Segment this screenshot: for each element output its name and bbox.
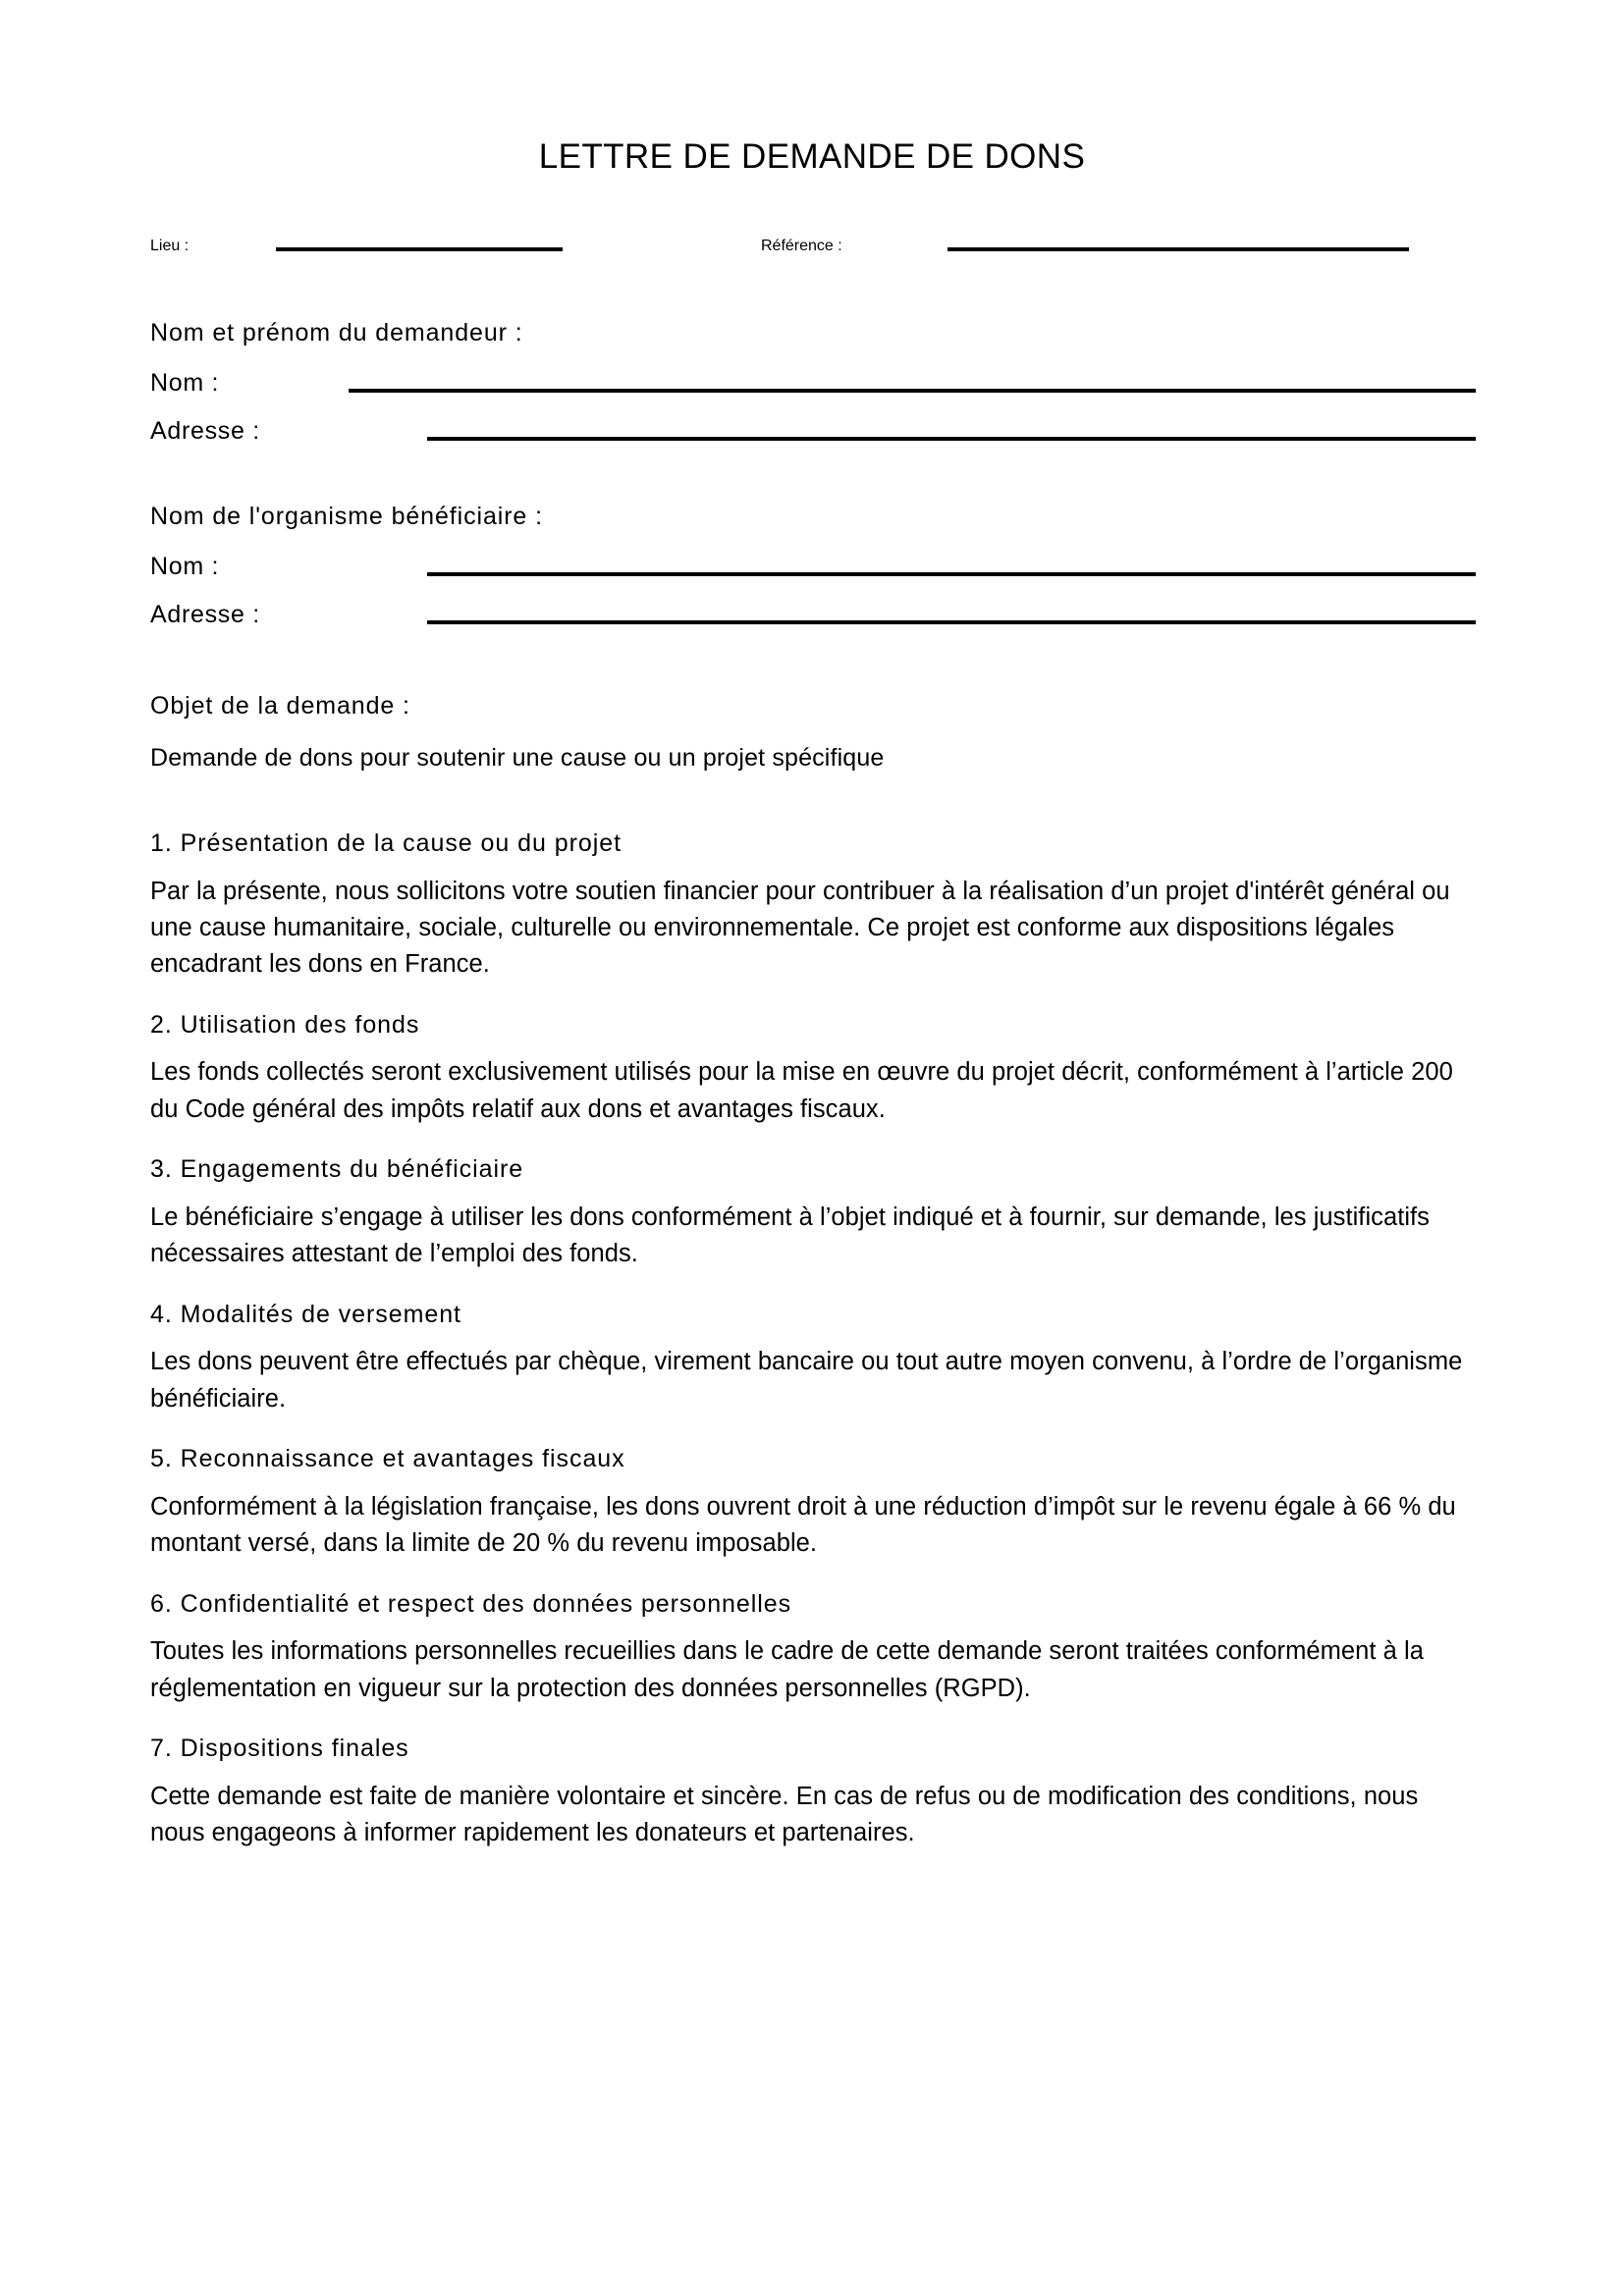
section-5: [150, 1443, 1478, 1562]
section-body: Par la présente, nous sollicitons votre soutien financier pour contribuer à la réalisation d’un projet d'intérêt général ou une cause humanitaire, sociale, culturelle ou environnementale. Ce projet est conforme aux dispositions légales encadrant les dons en France.: [150, 877, 1450, 979]
section-heading: 6. Confidentialité et respect des données personnelles: [150, 1589, 792, 1618]
section-body: Toutes les informations personnelles recueillies dans le cadre de cette demande seront traitées conformément à la réglementation en vigueur sur la protection des données personnelles (RGPD).: [150, 1637, 1424, 1702]
applicant-name-input[interactable]: [349, 388, 1476, 393]
applicant-block: [150, 319, 1476, 446]
reference-label: Référence :: [761, 238, 842, 254]
applicant-block-heading: Nom et prénom du demandeur :: [150, 319, 523, 347]
header-fields-row: [150, 238, 1476, 255]
beneficiary-block: [150, 503, 1476, 629]
object-heading: Objet de la demande :: [150, 692, 410, 720]
section-1: [150, 828, 1478, 984]
page-title: LETTRE DE DEMANDE DE DONS: [538, 137, 1086, 177]
object-block: [150, 692, 1476, 775]
section-body: Conformément à la législation française, les dons ouvrent droit à une réduction d’impôt sur le revenu égale à 66 % du montant versé, dans la limite de 20 % du revenu imposable.: [150, 1492, 1456, 1558]
beneficiary-address-row: [150, 601, 1476, 629]
lieu-label: Lieu :: [150, 238, 189, 254]
applicant-name-label: Nom :: [150, 369, 220, 397]
beneficiary-block-heading: Nom de l'organisme bénéficiaire :: [150, 503, 543, 530]
section-heading: 2. Utilisation des fonds: [150, 1010, 420, 1039]
section-heading: 3. Engagements du bénéficiaire: [150, 1155, 524, 1184]
section-2: [150, 1009, 1478, 1128]
section-body: Cette demande est faite de manière volontaire et sincère. En cas de refus ou de modification des conditions, nous nous engageons à informer rapidement les donateurs et partenaires.: [150, 1782, 1419, 1847]
reference-field-group: [761, 238, 1409, 255]
beneficiary-name-row: [150, 553, 1476, 581]
section-body: Le bénéficiaire s’engage à utiliser les dons conformément à l’objet indiqué et à fournir, sur demande, les justificatifs nécessaires attestant de l’emploi des fonds.: [150, 1202, 1430, 1268]
section-heading: 5. Reconnaissance et avantages fiscaux: [150, 1445, 625, 1473]
beneficiary-name-input[interactable]: [427, 571, 1476, 576]
applicant-name-row: [150, 369, 1476, 398]
section-heading: 7. Dispositions finales: [150, 1735, 409, 1763]
object-text: Demande de dons pour soutenir une cause ou un projet spécifique: [150, 744, 885, 772]
beneficiary-address-label: Adresse :: [150, 601, 260, 628]
lieu-field-group: [150, 238, 739, 255]
section-6: [150, 1588, 1478, 1707]
lieu-input[interactable]: [276, 246, 563, 251]
section-body: Les dons peuvent être effectués par chèque, virement bancaire ou tout autre moyen convenu, à l’ordre de l’organisme bénéficiaire.: [150, 1348, 1463, 1413]
beneficiary-name-label: Nom :: [150, 553, 220, 580]
section-heading: 1. Présentation de la cause ou du projet: [150, 829, 622, 857]
sections-container: [150, 828, 1478, 1852]
section-3: [150, 1153, 1478, 1272]
section-heading: 4. Modalités de versement: [150, 1300, 461, 1328]
beneficiary-address-input[interactable]: [427, 619, 1476, 624]
applicant-address-label: Adresse :: [150, 417, 260, 445]
applicant-address-row: [150, 417, 1476, 446]
applicant-address-input[interactable]: [427, 436, 1476, 441]
section-body: Les fonds collectés seront exclusivement utilisés pour la mise en œuvre du projet décrit, conformément à l’article 200 du Code général des impôts relatif aux dons et avantages fiscaux.: [150, 1058, 1453, 1123]
reference-input[interactable]: [947, 246, 1409, 251]
section-4: [150, 1299, 1478, 1417]
section-7: [150, 1733, 1478, 1851]
